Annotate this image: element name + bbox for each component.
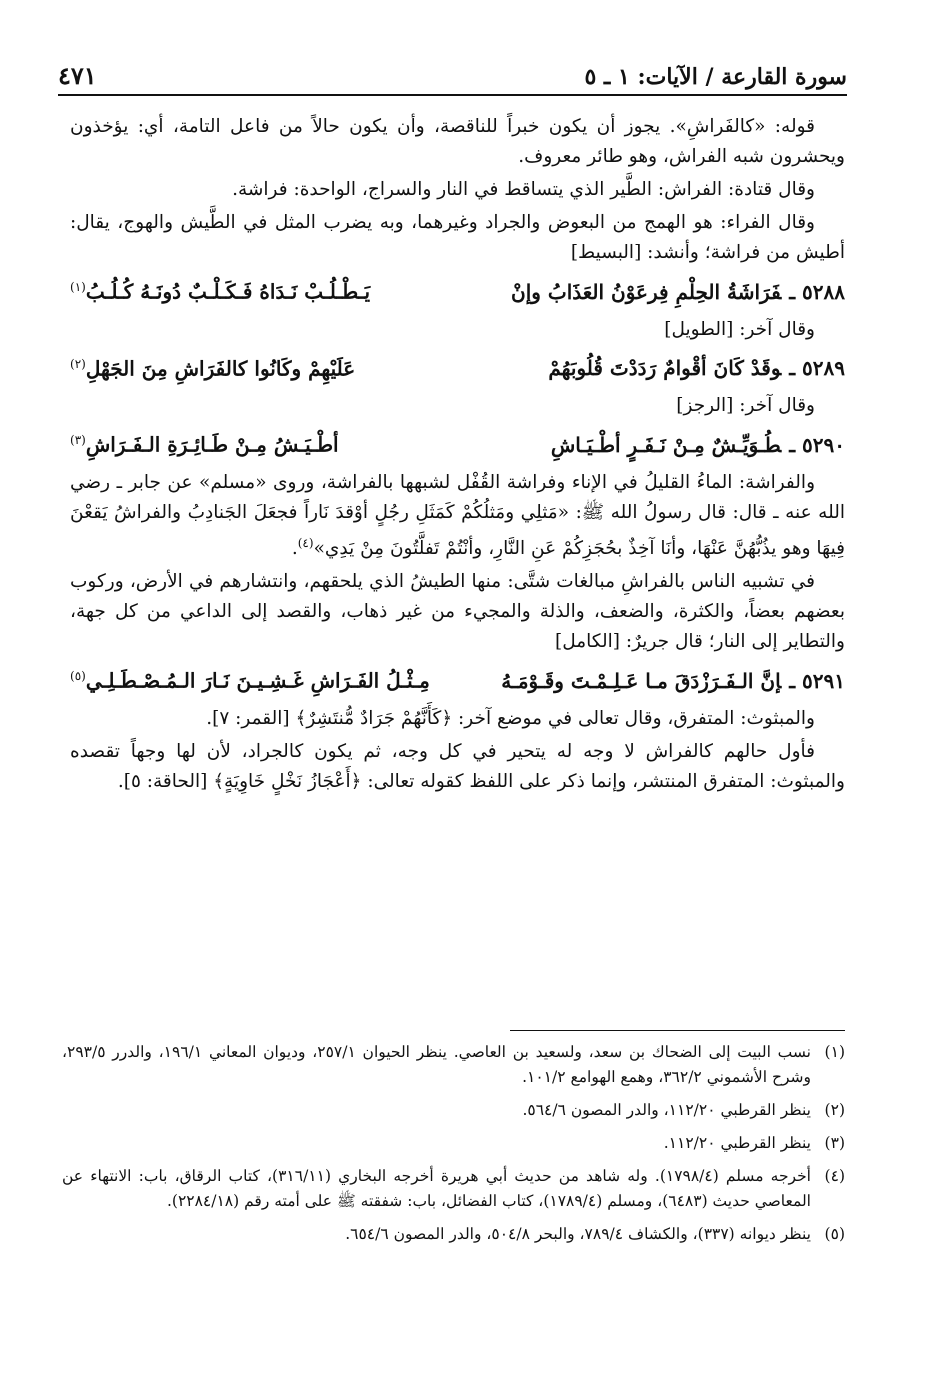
footnote-ref: (٢) [70, 356, 86, 371]
footnote-text: ينظر القرطبي ١١٢/٢٠. [663, 1134, 811, 1152]
footnote-separator [510, 1030, 845, 1031]
verse-5291 [70, 661, 845, 696]
footnote-text: ينظر القرطبي ١١٢/٢٠، والدر المصون ٥٦٤/٦. [522, 1101, 811, 1119]
footnote-text: نسب البيت إلى الضحاك بن سعد، ولسعيد بن العاصي. ينظر الحيوان ٢٥٧/١، وديوان المعاني ١٩٦/١، والدرر ٢٩٣/٥، وشرح الأشموني ٣٦٢/٢، وهمع الهوامع ١٠١/٢. [62, 1043, 811, 1086]
footnote-number: (٢) [824, 1101, 845, 1119]
footnote-number: (٣) [824, 1134, 845, 1152]
verse-hemistich-first: طُـوَيِّـشٌ مِـنْ نَـفَـرٍ أطْـيَـاشِ [550, 432, 782, 457]
footnote-ref: (١) [70, 280, 86, 294]
meter-label: وقال آخر: [الطويل] [664, 318, 815, 340]
page-number: ٤٧١ [58, 61, 97, 90]
verse-number: ٥٢٨٩ ـ [789, 356, 845, 381]
running-header [58, 38, 847, 96]
verse-hemistich-second: أطْـيَـشُ مِـنْ طَـائِـرَةِ الـفَـرَاشِ [85, 432, 339, 457]
verse-number: ٥٢٨٨ ـ [789, 279, 845, 304]
footnote-ref: (٥) [70, 669, 86, 684]
verse-hemistich-first: وقَدْ كَانَ أقْوامٌ رَدَدْتَ قُلُوبَهُمْ [548, 356, 782, 381]
footnote-3 [62, 1131, 845, 1156]
verse-hemistich-second: يَـطْـلُـبْ نَـدَاهُ فَـكَـلْـبٌ دُونَـهُ كُـلُـبُ [85, 279, 371, 304]
verse-hemistich-first: فَرَاشَةُ الحِلْمِ فِرعَوْنُ العَذَابُ وإنْ [511, 279, 782, 304]
footnote-text: أخرجه مسلم (١٧٩٨/٤). وله شاهد من حديث أبي هريرة أخرجه البخاري (٣١٦/١١)، كتاب الرقاق، باب: الانتهاء عن المعاصي حديث (٦٤٨٣)، ومسلم (١٧٨٩/٤)، كتاب الفضائل، باب: شفقته ﷺ على أمته رقم (٢٢٨٤/١٨). [62, 1167, 811, 1210]
paragraph-4-text: والفراشة: الماءُ القليلُ في الإناء وفراشة القُفْل لشبهها بالفراشة، وروى «مسلم» عن جابر ـ رضي الله عنه ـ قال: قال رسولُ الله ﷺ: «مَثلِي ومَثلُكُمْ كَمَثَلِ رجُلٍ أوْقدَ نَاراً فجعَلَ الجَنادِبُ والفراشُ يَقعْنَ فِيهَا وهو يذُبُّهُنَّ عَنْهَا، وأنَا آخِذٌ بحُجَزِكُمْ عَنِ النَّارِ، وأنْتُمْ تَفلَّتُونَ مِنْ يَدِي» [70, 471, 845, 560]
verse-hemistich-second: مِـثْـلُ الفَـرَاشِ غَـشِـيـنَ نَـارَ الـمُـصْـطَـلِـي [85, 668, 430, 693]
paragraph-2: وقال قتادة: الفراش: الطَّير الذي يتساقط في النار والسراج، الواحدة: فراشة. [232, 179, 815, 200]
paragraph-1: قوله: «كالفَراشِ». يجوز أن يكون خبراً للناقصة، وأن يكون حالاً من فاعل التامة، أي: يؤخذون ويحشرون شبه الفراش، وهو طائر معروف. [70, 116, 845, 167]
paragraph-3: وقال الفراء: هو الهمج من البعوض والجراد وغيرهما، وبه يضرب المثل في الطَّيش والهوج، يقال: أطيش من فراشة؛ وأنشد: [البسيط] [70, 212, 845, 263]
paragraph-4: والفراشة: الماءُ القليلُ في الإناء وفراشة القُفْل لشبهها بالفراشة، وروى «مسلم» عن جابر ـ رضي الله عنه ـ قال: قال رسولُ الله ﷺ: «مَثلِي ومَثلُكُمْ كَمَثَلِ رجُلٍ أوْقدَ نَاراً فجعَلَ الجَنادِبُ والفراشُ يَقعْنَ فِيهَا وهو يذُبُّهُنَّ عَنْهَا، وأنَا آخِذٌ بحُجَزِكُمْ عَنِ النَّارِ، وأنْتُمْ تَفلَّتُونَ مِنْ يَدِي»$^{(٤)}$. [70, 471, 845, 560]
verse-5289 [70, 349, 845, 384]
verse-number: ٥٢٩٠ ـ [789, 432, 845, 457]
paragraph-5: في تشبيه الناس بالفراشِ مبالغات شتَّى: منها الطيشُ الذي يلحقهم، وانتشارهم في الأرض، وركوب بعضهم بعضاً، والكثرة، والضعف، والذلة والمجيء من غير ذهاب، والقصد إلى الداعي من كل جهة، والتطاير إلى النار؛ قال جريرٌ: [الكامل] [70, 571, 845, 653]
footnote-number: (٥) [824, 1225, 845, 1243]
verse-hemistich-second: عَلَيْهِمْ وكَانُوا كالفَرَاشِ مِنَ الجَهْلِ [85, 356, 356, 381]
footnote-text: ينظر ديوانه (٣٣٧)، والكشاف ٧٨٩/٤، والبحر ٥٠٤/٨، والدر المصون ٦٥٤/٦. [345, 1225, 811, 1243]
paragraph-6: والمبثوث: المتفرق، وقال تعالى في موضع آخر: ﴿كَأَنَّهُمْ جَرَادٌ مُّنتَشِرٌ﴾ [القمر: ٧]. [206, 707, 815, 729]
footnotes [62, 1040, 845, 1255]
footnote-ref: (٤) [297, 535, 314, 550]
verse-5290 [70, 425, 845, 460]
verse-hemistich-first: إنَّ الـفَـرَزْدَقَ مـا عَـلِـمْـتَ وقَـوْمَـهُ [501, 668, 782, 693]
footnote-2 [62, 1098, 845, 1123]
footnote-5 [62, 1222, 845, 1247]
footnote-number: (٤) [824, 1167, 845, 1185]
footnote-number: (١) [824, 1043, 845, 1061]
footnote-1 [62, 1040, 845, 1090]
verse-number: ٥٢٩١ ـ [789, 668, 845, 693]
header-title: سورة القارعة / الآيات: ١ ـ ٥ [584, 64, 847, 90]
meter-label: وقال آخر: [الرجز] [676, 395, 815, 417]
footnote-4 [62, 1164, 845, 1214]
verse-5288 [70, 272, 845, 307]
footnote-ref: (٣) [70, 433, 86, 448]
main-text [70, 112, 845, 800]
paragraph-7: فأول حالهم كالفراش لا وجه له يتحير في كل وجه، ثم يكون كالجراد، لأن لها وجهاً تقصده والمبثوث: المتفرق المنتشر، وإنما ذكر على اللفظ كقوله تعالى: ﴿أَعْجَازُ نَخْلٍ خَاوِيَةٍ﴾ [الحاقة: ٥]. [70, 740, 845, 792]
